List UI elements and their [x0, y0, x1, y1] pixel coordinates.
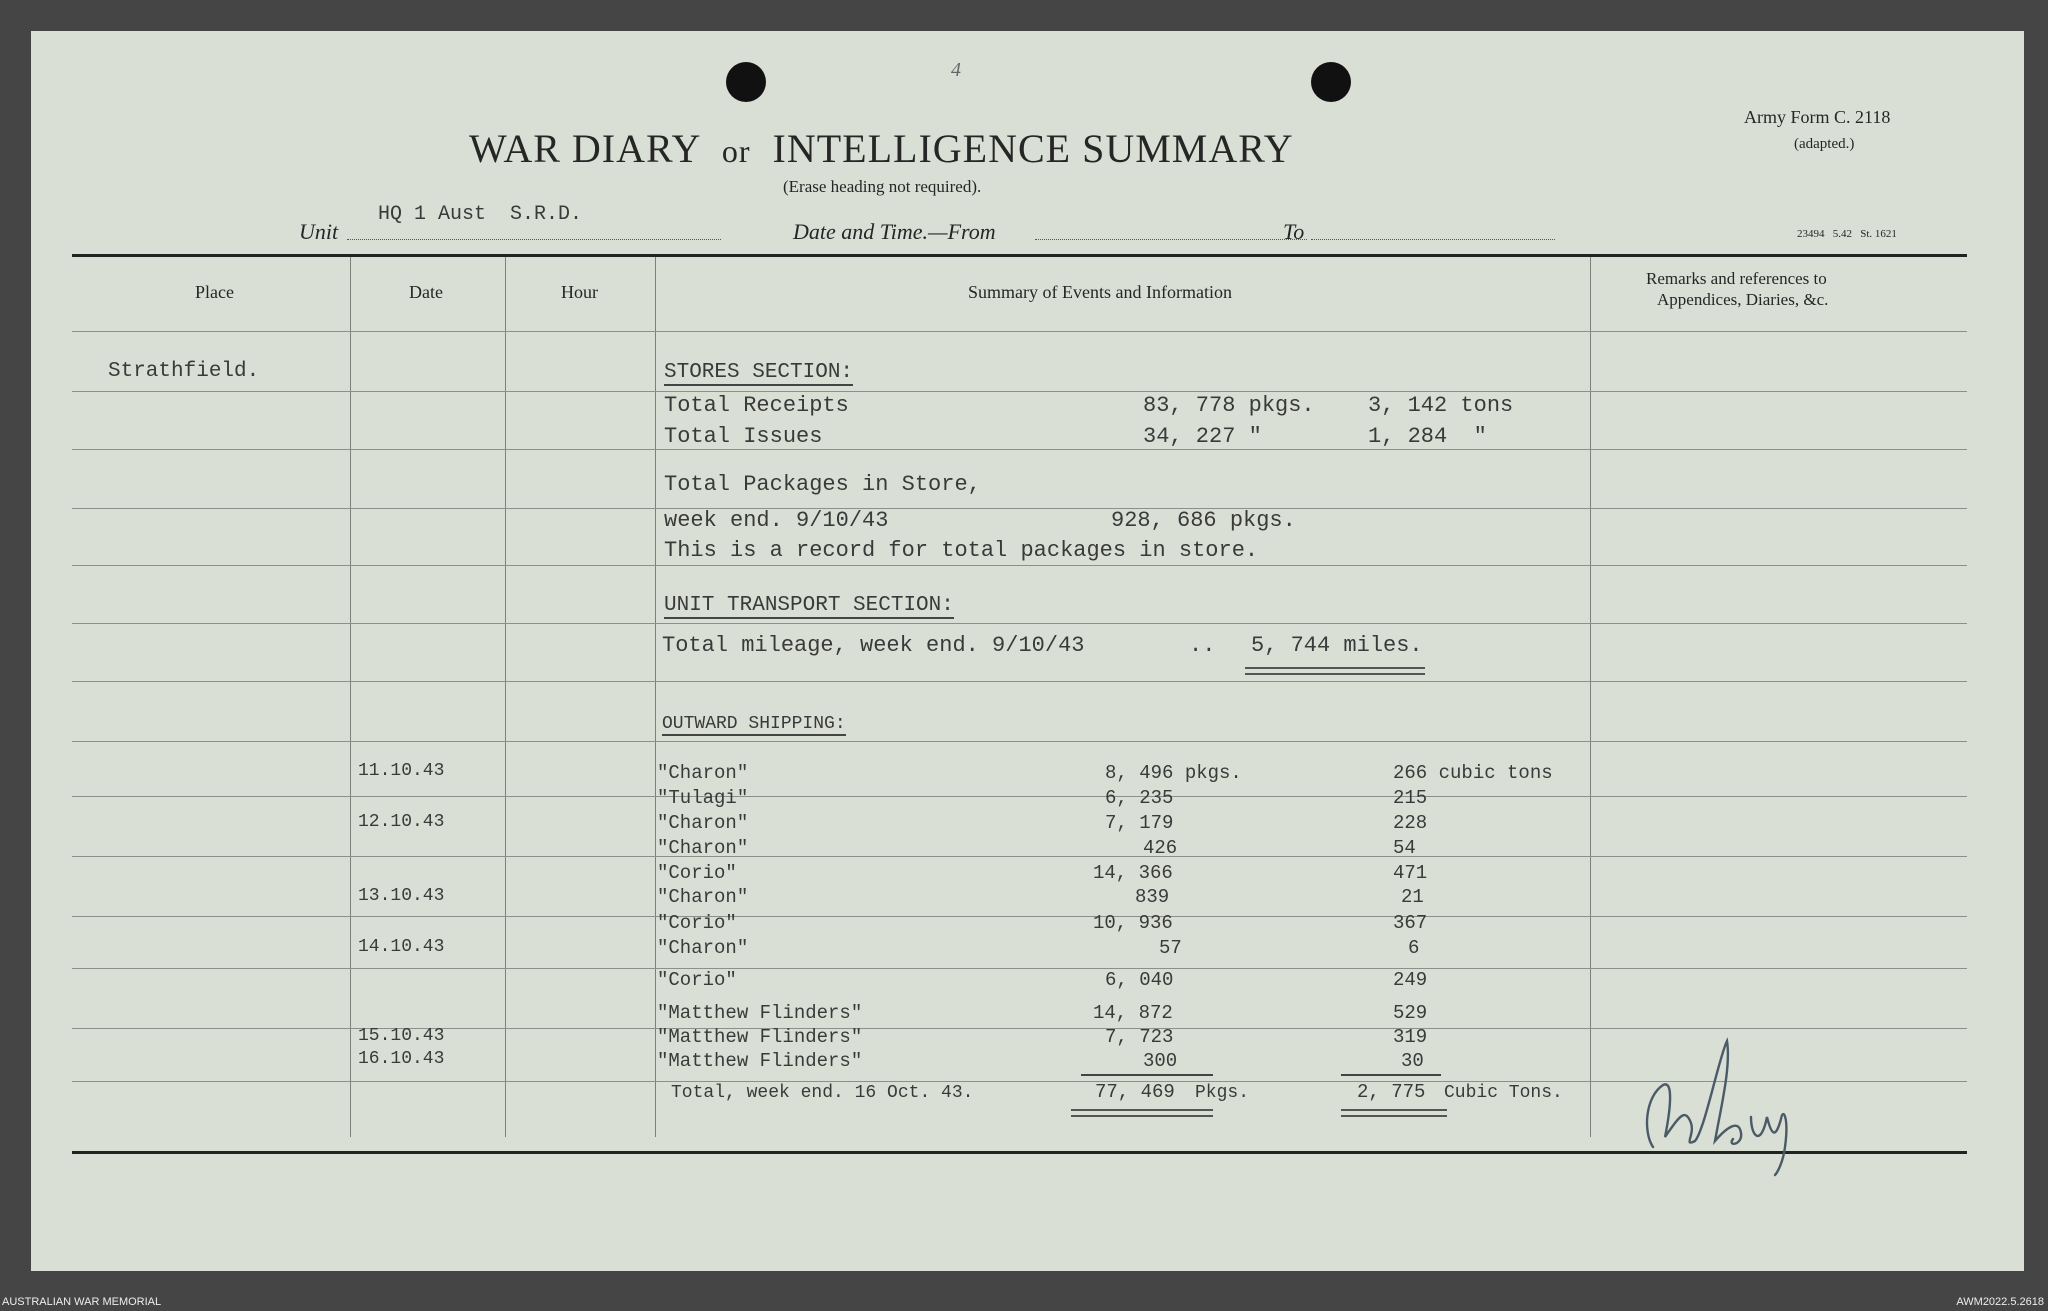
ship-name: "Corio" — [657, 969, 737, 991]
ship-pkgs: 7, 723 — [1105, 1026, 1174, 1048]
ship-name: "Corio" — [657, 862, 737, 884]
row-rule — [72, 565, 1967, 566]
total-pkgs-unit: Pkgs. — [1195, 1083, 1250, 1103]
unit-label: Unit — [299, 219, 339, 244]
column-divider — [505, 257, 506, 1137]
footer-left: AUSTRALIAN WAR MEMORIAL — [2, 1296, 162, 1308]
shipping-date: 16.10.43 — [358, 1049, 445, 1069]
ship-tons: 228 — [1393, 812, 1428, 834]
ship-tons: 249 — [1393, 969, 1428, 991]
ship-name: "Charon" — [657, 937, 749, 959]
col-header-hour: Hour — [561, 282, 598, 302]
transport-heading: UNIT TRANSPORT SECTION: — [664, 594, 954, 617]
ship-name: "Charon" — [657, 812, 749, 834]
ship-name: "Charon" — [657, 837, 749, 859]
packages-value: 928, 686 pkgs. — [1111, 508, 1296, 533]
to-label: To — [1283, 219, 1305, 244]
ship-pkgs: 426 — [1143, 837, 1178, 859]
from-field — [1035, 238, 1307, 240]
col-header-remarks: Appendices, Diaries, &c. — [1657, 290, 1829, 309]
date-time-label: Date and Time.—From — [793, 219, 996, 244]
ship-pkgs: 300 — [1143, 1050, 1178, 1072]
shipping-date: 11.10.43 — [358, 761, 445, 781]
receipts-tons: 3, 142 tons — [1368, 393, 1514, 418]
row-rule — [72, 968, 1967, 969]
row-rule — [72, 796, 1967, 797]
mileage-dots: .. — [1189, 633, 1216, 658]
row-rule — [72, 916, 1967, 917]
total-pkgs-double-underline — [1071, 1109, 1213, 1117]
mileage-value: 5, 744 miles. — [1251, 633, 1423, 658]
issues-tons: 1, 284 " — [1368, 424, 1487, 449]
ship-name: "Charon" — [657, 762, 749, 784]
form-adapted: (adapted.) — [1794, 136, 1855, 152]
col-header-date: Date — [409, 282, 443, 302]
total-rule — [1341, 1074, 1441, 1076]
ship-pkgs: 6, 040 — [1105, 969, 1174, 991]
row-rule — [72, 681, 1967, 682]
ship-pkgs: 10, 936 — [1093, 912, 1173, 934]
ship-tons: 529 — [1393, 1002, 1428, 1024]
ship-tons: 266 cubic tons — [1393, 762, 1553, 784]
ship-pkgs: 14, 366 — [1093, 862, 1173, 884]
ship-name: "Matthew Flinders" — [657, 1050, 863, 1072]
page-title: WAR DIARY or INTELLIGENCE SUMMARY — [469, 126, 1294, 171]
ship-name: "Matthew Flinders" — [657, 1002, 863, 1024]
to-field — [1311, 238, 1555, 240]
shipping-date: 13.10.43 — [358, 886, 445, 906]
column-divider — [350, 257, 351, 1137]
receipts-pkgs: 83, 778 pkgs. — [1143, 393, 1315, 418]
erase-note: (Erase heading not required). — [783, 177, 982, 196]
total-label: Total, week end. 16 Oct. 43. — [671, 1083, 974, 1103]
ship-tons: 367 — [1393, 912, 1428, 934]
ship-pkgs: 57 — [1159, 937, 1182, 959]
packages-in-store: Total Packages in Store, — [664, 472, 981, 497]
ship-name: "Tulagi" — [657, 787, 749, 809]
row-rule — [72, 391, 1967, 392]
unit-value: HQ 1 Aust S.R.D. — [378, 203, 583, 226]
signature — [1635, 1037, 1825, 1177]
ship-tons: 21 — [1401, 886, 1424, 908]
col-header-summary: Summary of Events and Information — [968, 282, 1232, 302]
print-code: 23494 5.42 St. 1621 — [1797, 228, 1897, 240]
unit-underline — [347, 238, 721, 240]
row-rule — [72, 449, 1967, 450]
stores-heading: STORES SECTION: — [664, 361, 854, 384]
ship-pkgs: 6, 235 — [1105, 787, 1174, 809]
issues-pkgs: 34, 227 " — [1143, 424, 1262, 449]
receipts-label: Total Receipts — [664, 393, 849, 418]
row-rule — [72, 741, 1967, 742]
ship-tons: 319 — [1393, 1026, 1428, 1048]
form-name: Army Form C. 2118 — [1744, 107, 1891, 127]
ship-tons: 471 — [1393, 862, 1428, 884]
ship-pkgs: 839 — [1135, 886, 1170, 908]
diary-sheet — [31, 31, 2024, 1271]
col-header-place: Place — [195, 282, 234, 302]
row-rule — [72, 1028, 1967, 1029]
total-pkgs: 77, 469 — [1095, 1081, 1175, 1103]
ship-name: "Corio" — [657, 912, 737, 934]
place-value: Strathfield. — [108, 360, 260, 383]
punch-hole — [726, 62, 766, 102]
ship-pkgs: 8, 496 pkgs. — [1105, 762, 1242, 784]
shipping-date: 15.10.43 — [358, 1026, 445, 1046]
column-divider — [1590, 257, 1591, 1137]
total-tons-double-underline — [1341, 1109, 1447, 1117]
issues-label: Total Issues — [664, 424, 823, 449]
total-rule — [1081, 1074, 1213, 1076]
ship-tons: 6 — [1408, 937, 1420, 959]
ship-tons: 54 — [1393, 837, 1416, 859]
ship-name: "Charon" — [657, 886, 749, 908]
mileage-double-underline — [1245, 667, 1425, 675]
ship-pkgs: 7, 179 — [1105, 812, 1174, 834]
shipping-date: 12.10.43 — [358, 812, 445, 832]
col-header-remarks: Remarks and references to — [1646, 269, 1827, 288]
page-number: 4 — [951, 59, 961, 81]
total-tons-unit: Cubic Tons. — [1444, 1083, 1563, 1103]
column-divider — [655, 257, 656, 1137]
row-rule — [72, 856, 1967, 857]
shipping-heading: OUTWARD SHIPPING: — [662, 714, 846, 734]
total-tons: 2, 775 — [1357, 1081, 1426, 1103]
row-rule — [72, 508, 1967, 509]
ship-pkgs: 14, 872 — [1093, 1002, 1173, 1024]
footer-right: AWM2022.5.2618 — [1956, 1296, 2044, 1308]
ship-name: "Matthew Flinders" — [657, 1026, 863, 1048]
mileage-label: Total mileage, week end. 9/10/43 — [662, 633, 1085, 658]
row-rule — [72, 331, 1967, 332]
row-rule — [72, 623, 1967, 624]
packages-week-end: week end. 9/10/43 — [664, 508, 889, 533]
table-top-rule — [72, 254, 1967, 257]
ship-tons: 215 — [1393, 787, 1428, 809]
ship-tons: 30 — [1401, 1050, 1424, 1072]
shipping-date: 14.10.43 — [358, 937, 445, 957]
punch-hole — [1311, 62, 1351, 102]
record-note: This is a record for total packages in store. — [664, 538, 1259, 563]
